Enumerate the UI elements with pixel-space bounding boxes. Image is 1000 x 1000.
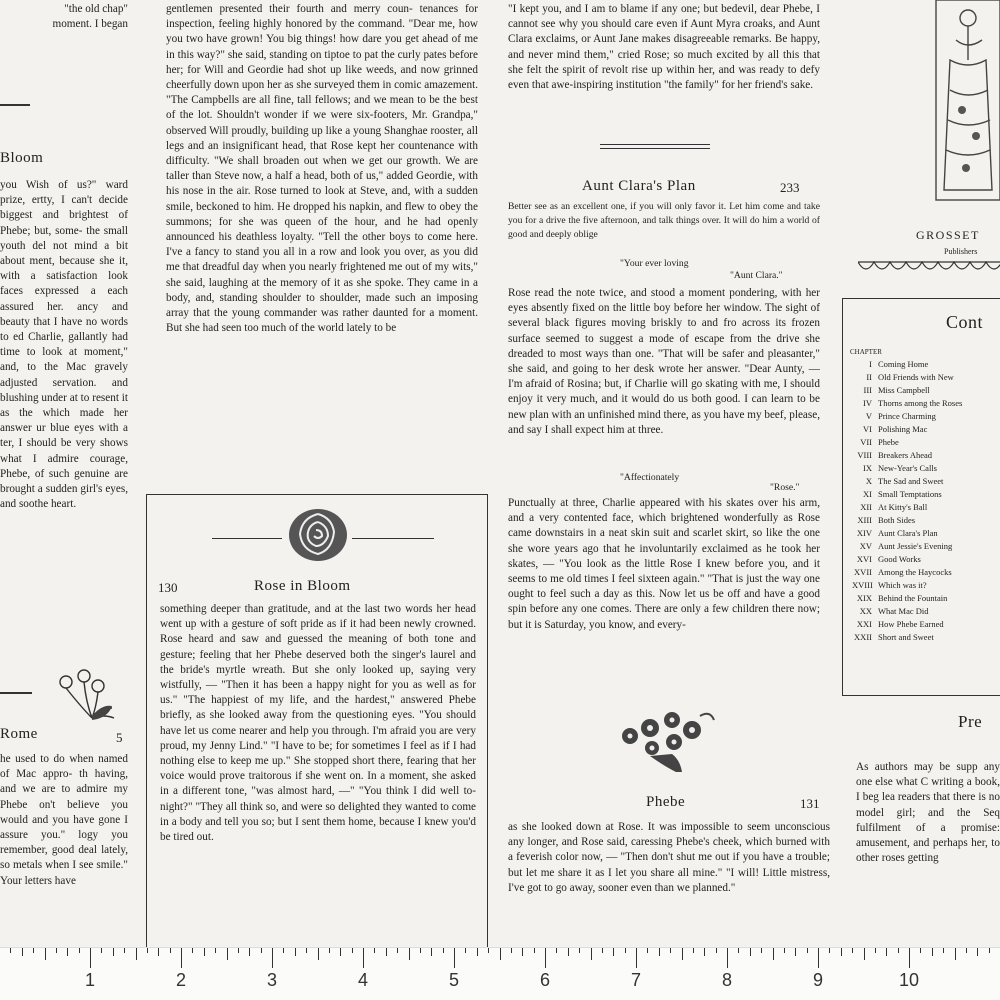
contents-chapter-title: Good Works xyxy=(878,554,921,564)
contents-row xyxy=(852,488,1000,501)
ruler-tick xyxy=(602,948,603,953)
ruler-tick xyxy=(386,948,387,956)
ruler-tick xyxy=(955,948,956,960)
ruler-tick xyxy=(920,948,921,953)
contents-chapter-number: XX xyxy=(859,606,872,616)
ruler-number: 4 xyxy=(357,970,369,990)
ruler-number: 1 xyxy=(84,970,96,990)
contents-chapter-title: Old Friends with New xyxy=(878,372,954,382)
contents-row xyxy=(852,449,1000,462)
ruler-tick xyxy=(33,948,34,953)
ruler-tick xyxy=(295,948,296,956)
contents-row xyxy=(852,384,1000,397)
ruler-tick xyxy=(124,948,125,953)
contents-row xyxy=(852,540,1000,553)
contents-chapter-title: The Sad and Sweet xyxy=(878,476,944,486)
ruler-tick xyxy=(170,948,171,953)
contents-row xyxy=(852,410,1000,423)
ruler-tick xyxy=(374,948,375,953)
ruler-tick xyxy=(158,948,159,956)
rose-page-body: something deeper than gratitude, and at the last two words her head went up with a gesture of soft pride as if it had been newly crowned. Rose heard and saw and guessed the meaning of both tone and gesture; feeling that her Phebe deserved both the singer's laurel and the bride's myrtle wreath. But she only looked up, saying very wistfully, — "Then it has been a happy night for you as well as for us." "The happiest of my life, and the hardest," answered Phebe briefly, as she looked away from the questioning eyes. "You should have let us come nearer and help you through. I'm afraid you are very proud, my Jenny Lind." "I have to be; for sometimes I feel as if I had nothing else to keep me up." She stopped short there, fearing that her voice would prove traitorous if she went on. In a moment, she asked in a different tone, "was almost hard, —" "You think I did well to-night?" "They all think so, and were so delighted they wanted to come in a body and tell you so; but I sent them home, because I knew you'd be tired out. xyxy=(160,603,476,844)
middle-body: gentlemen presented their fourth and merry coun- tenances for inspection, feeling highly honored by the command. "Dear me, how you two have grown! You big things! how dare you get ahead of me in this way?" she said, standing on tiptoe to pat the curly pates before her; for Will and Geordie had shot up like weeds, and now grinned cheerfully down upon her as she surveyed them in comic amazement. "The Campbells are all fine, tall fellows; and we mean to be the best of the lot. Shouldn't wonder if we were six-footers, Mr. Grandpa," observed Will proudly, building up like a young Shanghae rooster, all legs and an insignificant head, that Rose kept her countenance with difficulty. "We shall broaden out when we get our growth. We are taller than Steve now, a half a head, both of us," added Geordie, with his nose in the air. Rose turned to look at Steve, and, with a sudden smile, beckoned to him. He dropped his napkin, and flew to obey the summons; for she was queen of the hour, and he had openly announced his deathless loyalty. "Tell the other boys to come here. I've a fancy to stand you all in a row and look you over, as you did me that dreadful day when you nearly frightened me out of my wits," she said, laughing at the memory of it as she spoke. They came in a body, and, standing shoulder to shoulder, made such an imposing array that the young commander was rather daunted for a moment. But she had seen too much of the world lately to be xyxy=(166,3,478,335)
right-signoff-3: "Affectionately xyxy=(620,472,680,483)
ruler-tick xyxy=(454,948,455,968)
contents-chapter-title: Polishing Mac xyxy=(878,424,928,434)
contents-chapter-number: XV xyxy=(859,541,872,551)
ruler-tick xyxy=(477,948,478,956)
right-body: Rose read the note twice, and stood a moment pondering, with her eyes absently fixed on the little boy before her window. The sight of several black figures moving briskly to and fro across its frozen surface seemed to suggest a mode of escape from the drive she dreaded to most ways than one. "That will be safer and pleasanter," she said, and going to her desk wrote her answer. "Dear Aunty, — I'm afraid of Rosina; but, if Charlie will go skating with me, I should enjoy it very much, and it would do us both good. I can learn to be new plan with an unfinished mind there, as you have my beef, please, and say I shall expect him at three. xyxy=(508,287,820,436)
grosset-caption: GROSSET xyxy=(916,228,980,242)
ruler-tick xyxy=(352,948,353,953)
ruler-tick xyxy=(625,948,626,953)
grosset-caption-sub: Publishers xyxy=(944,247,978,256)
contents-row xyxy=(852,605,1000,618)
ruler-number: 8 xyxy=(721,970,733,990)
ruler-number: 7 xyxy=(630,970,642,990)
contents-chapter-title: Short and Sweet xyxy=(878,632,934,642)
contents-chapter-title: Thorns among the Roses xyxy=(878,398,963,408)
contents-row xyxy=(852,423,1000,436)
contents-chapter-title: Aunt Jessie's Evening xyxy=(878,541,953,551)
contents-chapter-number: IX xyxy=(863,463,872,473)
ruler-tick xyxy=(136,948,137,960)
ruler-tick xyxy=(682,948,683,960)
ruler-number: 10 xyxy=(898,970,920,990)
ruler-tick xyxy=(488,948,489,953)
contents-chapter-title: Phebe xyxy=(878,437,899,447)
rose-ornament-line-left xyxy=(212,538,282,539)
ruler-tick xyxy=(875,948,876,953)
contents-chapter-number: XXII xyxy=(854,632,872,642)
ruler-tick xyxy=(977,948,978,956)
contents-row xyxy=(852,631,1000,644)
contents-chapter-number: XVIII xyxy=(852,580,873,590)
contents-chapter-title: Breakers Ahead xyxy=(878,450,933,460)
right-page-number: 233 xyxy=(780,180,800,195)
contents-chapter-title: New-Year's Calls xyxy=(878,463,937,473)
ruler-tick xyxy=(227,948,228,960)
right-top-body: "I kept you, and I am to blame if any one; but bedevil, dear Phebe, I cannot see why you should care even if Aunt Myra croaks, and Aunt Clara exclaims, or Aunt Jane makes disagreeable remarks. Be happy, and never mind them," cried Rose; so much excited by all this that she felt the spirit of revolt rise up within her, and was ready to defy even that awe-inspiring institution "the family" for her friend's sake. xyxy=(508,3,820,92)
ruler-number: 2 xyxy=(175,970,187,990)
ruler-tick xyxy=(409,948,410,960)
contents-row xyxy=(852,553,1000,566)
ruler-tick xyxy=(147,948,148,953)
ruler-tick xyxy=(659,948,660,956)
contents-row xyxy=(852,566,1000,579)
contents-chapter-number: XIX xyxy=(856,593,872,603)
ruler-tick xyxy=(693,948,694,953)
ruler-tick xyxy=(613,948,614,956)
left-divider-top xyxy=(0,104,30,106)
ruler-number: 9 xyxy=(812,970,824,990)
contents-chapter-title: Coming Home xyxy=(878,359,929,369)
preface-body: As authors may be supp any one else what C writing a book, I beg lea readers that there is no model girl; and the Seq fulfilment of a promise: amusement, and perhaps her, to other roses getting xyxy=(856,761,1000,865)
ruler-tick xyxy=(943,948,944,953)
contents-chapter-title: How Phebe Earned xyxy=(878,619,944,629)
left-column-top xyxy=(0,2,128,42)
ruler-tick xyxy=(363,948,364,968)
contents-chapter-title: What Mac Did xyxy=(878,606,929,616)
contents-row xyxy=(852,514,1000,527)
ruler-tick xyxy=(238,948,239,953)
ruler-tick xyxy=(727,948,728,968)
ruler-tick xyxy=(204,948,205,956)
ruler-number: 5 xyxy=(448,970,460,990)
contents-chapter-title: Both Sides xyxy=(878,515,916,525)
ruler-tick xyxy=(431,948,432,956)
ruler-tick xyxy=(864,948,865,960)
ruler-tick xyxy=(704,948,705,956)
ruler-tick xyxy=(397,948,398,953)
ruler-tick xyxy=(886,948,887,956)
left-heading-bloom: Bloom xyxy=(0,150,44,166)
contents-chapter-number: XIII xyxy=(857,515,872,525)
measuring-ruler xyxy=(0,947,1000,1000)
contents-row xyxy=(852,527,1000,540)
ruler-tick xyxy=(443,948,444,953)
right-body-3: as she looked down at Rose. It was impossible to seem unconscious any longer, and Rose said, caressing Phebe's cheek, which burned with a feverish color now, — "Then don't shut me out if you have a trouble; but let me share it as I let you share all mine." "I will! Little mistress, I've got to go away, sooner even than we planned." xyxy=(508,821,830,894)
ruler-tick xyxy=(841,948,842,956)
ruler-tick xyxy=(113,948,114,956)
right-signoff-2: "Aunt Clara." xyxy=(730,270,783,281)
contents-chapter-title: Among the Haycocks xyxy=(878,567,952,577)
contents-chapter-title: Aunt Clara's Plan xyxy=(878,528,938,538)
ruler-tick xyxy=(10,948,11,953)
left-page-number: 5 xyxy=(116,730,123,745)
ruler-tick xyxy=(829,948,830,953)
ruler-tick xyxy=(215,948,216,953)
ruler-tick xyxy=(909,948,910,968)
contents-chapter-number: X xyxy=(865,476,872,486)
ruler-tick xyxy=(249,948,250,956)
flower-ornament-icon xyxy=(52,668,118,724)
left-body-2: he used to do when named of Mac appro- th having, and we are to admire my Phebe on't believe you would and you have gone I assure you." logy you remember, good deal lately, so metals when I see smile." Your letters have xyxy=(0,753,128,887)
contents-row xyxy=(852,462,1000,475)
contents-row xyxy=(852,371,1000,384)
ruler-tick xyxy=(67,948,68,956)
contents-chapter-number: IV xyxy=(863,398,872,408)
lady-illustration-icon xyxy=(926,0,1000,206)
ruler-tick xyxy=(636,948,637,968)
ruler-tick xyxy=(45,948,46,960)
contents-row xyxy=(852,579,1000,592)
rose-icon xyxy=(286,506,350,564)
ruler-tick xyxy=(784,948,785,953)
ruler-tick xyxy=(261,948,262,953)
ruler-tick xyxy=(90,948,91,968)
left-divider-mid xyxy=(0,692,32,694)
contents-row xyxy=(852,618,1000,631)
preface-heading: Pre xyxy=(958,712,983,731)
ruler-tick xyxy=(318,948,319,960)
ruler-tick xyxy=(568,948,569,956)
contents-chapter-number: VII xyxy=(860,437,872,447)
contents-row xyxy=(852,501,1000,514)
ruler-tick xyxy=(500,948,501,960)
contents-chapter-title: At Kitty's Ball xyxy=(878,502,928,512)
ruler-tick xyxy=(670,948,671,953)
contents-chapter-number: II xyxy=(866,372,872,382)
ruler-tick xyxy=(556,948,557,953)
contents-title: Cont xyxy=(946,312,984,332)
ruler-tick xyxy=(272,948,273,968)
ruler-tick xyxy=(420,948,421,953)
ruler-number: 6 xyxy=(539,970,551,990)
ruler-tick xyxy=(773,948,774,960)
ruler-tick xyxy=(192,948,193,953)
contents-chapter-number: III xyxy=(863,385,872,395)
contents-chapter-number: VI xyxy=(863,424,872,434)
right-heading-aunt-clara: Aunt Clara's Plan xyxy=(582,178,696,194)
left-heading-rome: Rome xyxy=(0,726,38,742)
ruler-tick xyxy=(750,948,751,956)
ruler-tick xyxy=(465,948,466,953)
ruler-tick xyxy=(852,948,853,953)
ruler-tick xyxy=(22,948,23,956)
left-fragment-2: moment. I began xyxy=(52,18,128,31)
ruler-tick xyxy=(545,948,546,968)
contents-row xyxy=(852,592,1000,605)
ruler-tick xyxy=(579,948,580,953)
contents-chapter-number: XVII xyxy=(854,567,872,577)
contents-chapter-title: Behind the Fountain xyxy=(878,593,948,603)
contents-chapter-number: XIV xyxy=(856,528,872,538)
ruler-tick xyxy=(522,948,523,956)
rose-page-number: 130 xyxy=(158,580,178,595)
ruler-tick xyxy=(306,948,307,953)
right-double-rule xyxy=(600,144,710,149)
ruler-tick xyxy=(738,948,739,953)
left-body: you Wish of us?" ward prize, ertty, I can't decide biggest and brightest of Phebe; but, some- the small youth del not mind a bit about ment, because she it, with a satisfaction look faces expressed a each assured her. ancy and beauty that I have no words to ed Charlie, gallantly had time to look at moment," and, to the Mac gravely adjusted servation. and blushing under at to resent it as the which made her answer ur blue eyes with a ter, I should be very shows what I admire courage, Phebe, of such genuine are brought a sudden girl's eyes, and soothe heart. xyxy=(0,179,128,511)
contents-chapter-title: Miss Campbell xyxy=(878,385,930,395)
contents-chapter-number: XI xyxy=(863,489,872,499)
contents-chapter-number: I xyxy=(869,359,872,369)
right-signoff-1: "Your ever loving xyxy=(620,258,689,269)
ruler-tick xyxy=(534,948,535,953)
scalloped-border-icon xyxy=(858,258,1000,280)
ruler-tick xyxy=(807,948,808,953)
contents-row xyxy=(852,475,1000,488)
ruler-tick xyxy=(989,948,990,953)
flower-bouquet-icon xyxy=(610,706,718,774)
ruler-tick xyxy=(795,948,796,956)
ruler-tick xyxy=(647,948,648,953)
ruler-tick xyxy=(761,948,762,953)
ruler-tick xyxy=(591,948,592,960)
contents-row xyxy=(852,358,1000,371)
contents-label: CHAPTER xyxy=(850,348,882,356)
right-signoff-4: "Rose." xyxy=(770,482,800,493)
right-body-2: Punctually at three, Charlie appeared with his skates over his arm, and a very contented face, which brightened wonderfully as Rose came downstairs in a neat skin suit and scarlet skirt, so like the one she wore years ago that he involuntarily exclaimed as he took her skates, — "You look as the little Rose I knew before you, and it seems to me old times I feel sixteen again." "That is just the way one ought to feel such a day as this. Now let us be off and have a good spin before any one comes. There are only a few children there now; but it is Saturday, you know, and every- xyxy=(508,497,820,631)
ruler-tick xyxy=(898,948,899,953)
ruler-tick xyxy=(966,948,967,953)
right-page-number-2: 131 xyxy=(800,796,820,811)
rose-ornament-line-right xyxy=(352,538,434,539)
left-fragment-1: "the old chap" xyxy=(64,3,128,15)
ruler-tick xyxy=(340,948,341,956)
contents-list xyxy=(852,358,1000,644)
rose-page-heading: Rose in Bloom xyxy=(254,578,351,594)
ruler-tick xyxy=(716,948,717,953)
contents-chapter-number: V xyxy=(865,411,872,421)
ruler-tick xyxy=(283,948,284,953)
right-heading-phebe: Phebe xyxy=(646,794,686,810)
contents-chapter-number: XII xyxy=(860,502,872,512)
ruler-number: 3 xyxy=(266,970,278,990)
ruler-tick xyxy=(56,948,57,953)
contents-row xyxy=(852,397,1000,410)
contents-chapter-number: XXI xyxy=(856,619,872,629)
contents-chapter-title: Prince Charming xyxy=(878,411,936,421)
ruler-tick xyxy=(818,948,819,968)
ruler-tick xyxy=(101,948,102,953)
right-letter: Better see as an excellent one, if you will only favor it. Let him come and take you for a drive the five afternoon, and talk things over. It will do him a world of good and deeply oblige xyxy=(508,201,820,240)
contents-row xyxy=(852,436,1000,449)
contents-chapter-title: Small Temptations xyxy=(878,489,942,499)
ruler-tick xyxy=(329,948,330,953)
ruler-tick xyxy=(932,948,933,956)
contents-chapter-number: VIII xyxy=(857,450,872,460)
contents-chapter-title: Which was it? xyxy=(878,580,927,590)
contents-chapter-number: XVI xyxy=(856,554,872,564)
ruler-tick xyxy=(511,948,512,953)
ruler-tick xyxy=(79,948,80,953)
ruler-tick xyxy=(181,948,182,968)
